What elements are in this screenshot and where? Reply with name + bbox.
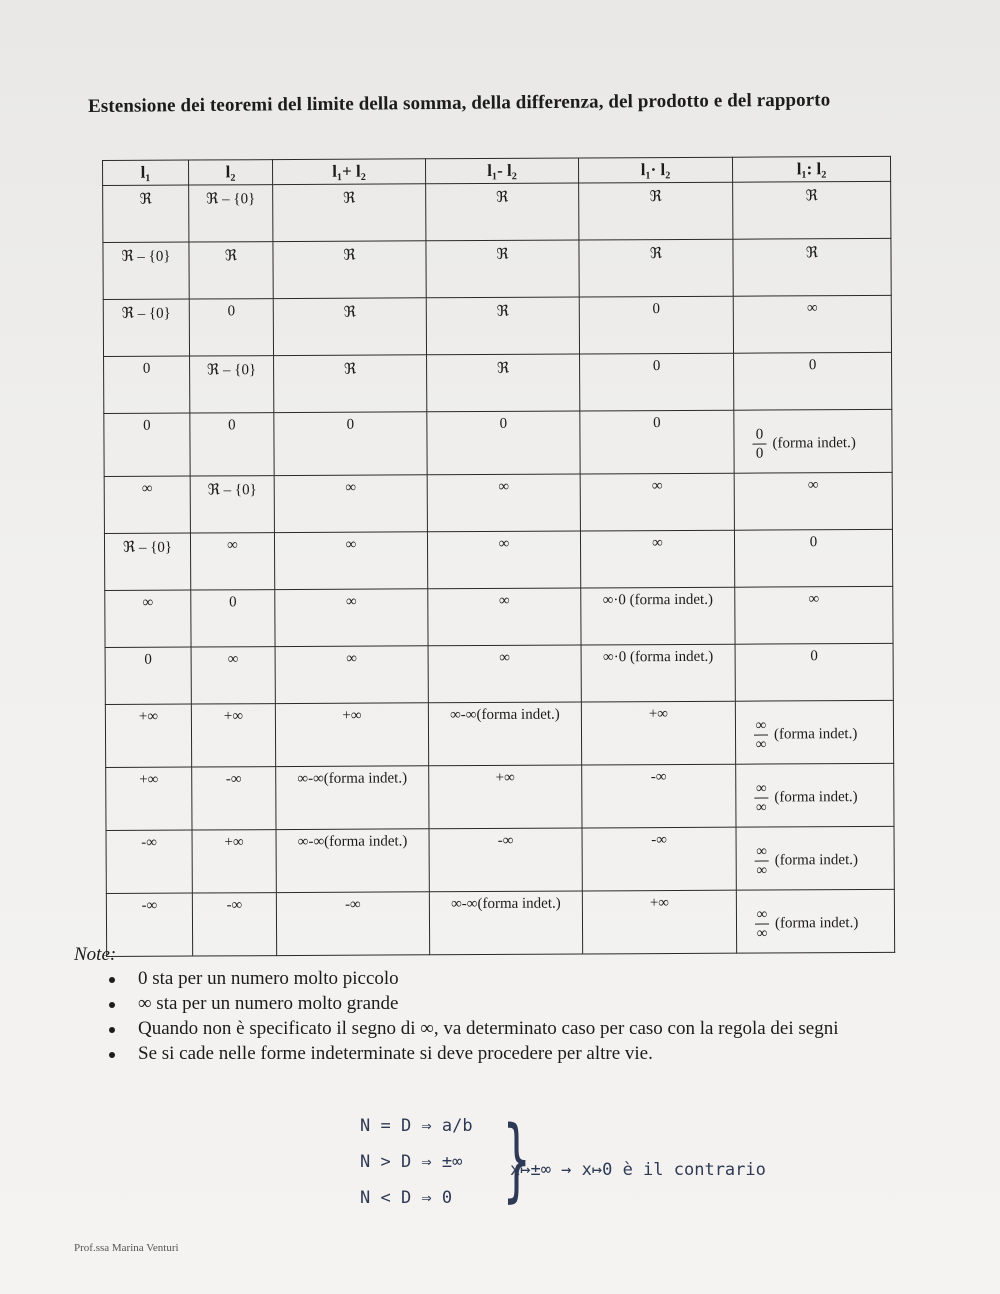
indeterminate-label: (forma indet.): [774, 788, 858, 805]
table-cell: -∞: [582, 827, 736, 891]
table-cell: 0: [104, 356, 190, 413]
table-cell: ∞: [580, 530, 734, 588]
table-cell: ℜ: [733, 181, 891, 239]
table-cell: ℜ – {0}: [104, 533, 190, 590]
table-cell: ∞: [733, 295, 891, 353]
table-cell: ℜ: [579, 182, 733, 240]
fraction-denominator: ∞: [756, 925, 768, 942]
table-cell: 0: [104, 413, 190, 476]
table-cell: ∞-∞(forma indet.): [276, 766, 429, 830]
note-item: ∞ sta per un numero molto grande: [100, 991, 980, 1016]
handwritten-line: N < D ⇒ 0: [360, 1188, 453, 1208]
fraction: [752, 426, 766, 461]
table-cell: 0: [734, 352, 892, 410]
table-cell: ℜ – {0}: [103, 242, 189, 299]
table-row: [105, 643, 893, 704]
table-row: [103, 295, 891, 356]
table-cell: +∞: [429, 765, 582, 829]
table-cell: 0: [579, 296, 733, 354]
fraction-numerator: ∞: [756, 843, 768, 860]
note-item: 0 sta per un numero molto piccolo: [100, 966, 980, 991]
table-cell: -∞: [276, 892, 429, 956]
table-cell: ∞·0 (forma indet.): [581, 644, 735, 702]
table-cell: ℜ: [273, 241, 426, 299]
table-cell: 0: [191, 590, 275, 647]
fraction: [754, 717, 768, 752]
table-cell: -∞: [106, 830, 192, 893]
table-cell: ℜ: [579, 239, 733, 297]
fraction-numerator: 0: [755, 426, 764, 443]
table-cell: -∞: [582, 764, 736, 828]
note-item: Quando non è specificato il segno di ∞, va determinato caso per caso con la regola dei segni: [100, 1016, 980, 1041]
column-header: l₂: [189, 160, 273, 185]
notes-list: [100, 966, 980, 1066]
indeterminate-label: (forma indet.): [773, 725, 858, 742]
table-cell: [736, 826, 894, 890]
table-cell: 0: [580, 410, 734, 474]
fraction-denominator: 0: [755, 445, 764, 462]
column-header: l₁: [103, 160, 189, 185]
table-cell: -∞: [429, 828, 582, 892]
table-cell: ∞: [190, 533, 274, 590]
handwritten-note: [360, 1107, 880, 1220]
table-cell: ∞: [275, 589, 428, 647]
table-cell: ∞-∞(forma indet.): [276, 829, 429, 893]
note-item: Se si cade nelle forme indeterminate si deve procedere per altre vie.: [100, 1041, 980, 1066]
handwritten-line: x↦±∞ → x↦0 è il contrario: [510, 1160, 766, 1180]
table-cell: 0: [189, 299, 273, 356]
table-cell: +∞: [275, 703, 428, 767]
handwritten-line: N > D ⇒ ±∞: [360, 1152, 463, 1172]
table-cell: ℜ: [274, 355, 427, 413]
table-cell: 0: [580, 353, 734, 411]
table-row: [103, 238, 891, 299]
table-cell: ∞: [275, 646, 428, 704]
table-cell: 0: [427, 411, 580, 475]
notes-title: Note:: [74, 944, 117, 965]
indeterminate-label: (forma indet.): [772, 434, 856, 451]
table-cell: ℜ: [426, 297, 579, 355]
table-cell: ℜ: [103, 185, 189, 242]
author-footer: Prof.ssa Marina Venturi: [74, 1242, 179, 1254]
table-cell: ℜ – {0}: [103, 299, 189, 356]
table-row: [105, 700, 893, 767]
table-cell: ∞: [735, 586, 893, 644]
table-cell: ∞·0 (forma indet.): [581, 587, 735, 645]
fraction-numerator: ∞: [755, 780, 767, 797]
column-header: l₁· l₂: [578, 157, 732, 183]
table-cell: 0: [190, 413, 274, 476]
table-cell: ℜ: [273, 184, 426, 242]
table-cell: ∞: [580, 473, 734, 531]
table-row: [104, 409, 892, 476]
fraction-denominator: ∞: [756, 862, 768, 879]
fraction-numerator: ∞: [755, 717, 767, 734]
table-cell: -∞: [106, 893, 192, 956]
table-cell: [736, 889, 894, 953]
table-row: [104, 472, 892, 533]
table-row: [106, 763, 894, 830]
table-row: [104, 352, 892, 413]
table-cell: -∞: [192, 767, 276, 830]
table-cell: [735, 700, 893, 764]
table-cell: ∞: [105, 590, 191, 647]
table-cell: [736, 763, 894, 827]
handwritten-brace: }: [502, 1107, 531, 1212]
column-header: l₁+ l₂: [273, 159, 426, 185]
table-cell: ℜ: [733, 238, 891, 296]
table-cell: ∞: [274, 475, 427, 533]
column-header: l₁: l₂: [732, 156, 890, 182]
table-cell: +∞: [191, 704, 275, 767]
fraction-denominator: ∞: [755, 799, 767, 816]
table-cell: ℜ: [426, 183, 579, 241]
table-cell: ∞: [191, 647, 275, 704]
table-cell: 0: [734, 529, 892, 587]
indeterminate-label: (forma indet.): [774, 914, 859, 931]
indeterminate-label: (forma indet.): [774, 851, 859, 868]
fraction: [755, 843, 769, 878]
table-cell: ∞: [428, 588, 581, 646]
table-cell: ℜ – {0}: [189, 185, 273, 242]
page-title: Estensione dei teoremi del limite della somma, della differenza, del prodotto e del rapporto: [88, 89, 831, 117]
table-cell: +∞: [192, 830, 276, 893]
table-cell: ℜ – {0}: [190, 356, 274, 413]
table-cell: [734, 409, 892, 473]
table-cell: ∞: [427, 531, 580, 589]
table-cell: ∞-∞(forma indet.): [429, 891, 582, 955]
handwritten-line: N = D ⇒ a/b: [360, 1116, 473, 1136]
table-cell: 0: [105, 647, 191, 704]
table-row: [103, 181, 891, 242]
table-cell: ∞: [428, 645, 581, 703]
table-row: [105, 586, 893, 647]
table-cell: 0: [735, 643, 893, 701]
fraction: [755, 906, 769, 941]
table-row: [106, 889, 894, 956]
table-cell: +∞: [581, 701, 735, 765]
fraction-denominator: ∞: [755, 736, 767, 753]
table-cell: ∞: [274, 532, 427, 590]
table-cell: ℜ: [427, 354, 580, 412]
table-cell: ℜ: [189, 242, 273, 299]
table-cell: -∞: [192, 893, 276, 956]
table-cell: ℜ: [426, 240, 579, 298]
table-cell: ∞: [734, 472, 892, 530]
limits-table: [102, 156, 895, 957]
table-cell: +∞: [105, 704, 191, 767]
fraction-numerator: ∞: [756, 906, 768, 923]
fraction: [754, 780, 768, 815]
table-cell: ∞: [104, 476, 190, 533]
table-row: [106, 826, 894, 893]
table-cell: ℜ: [273, 298, 426, 356]
table-cell: ∞: [427, 474, 580, 532]
table-cell: ∞-∞(forma indet.): [428, 702, 581, 766]
column-header: l₁- l₂: [425, 158, 578, 184]
table-cell: +∞: [106, 767, 192, 830]
table-cell: +∞: [582, 890, 736, 954]
table-cell: ℜ – {0}: [190, 476, 274, 533]
table-row: [104, 529, 892, 590]
table-cell: 0: [274, 412, 427, 476]
